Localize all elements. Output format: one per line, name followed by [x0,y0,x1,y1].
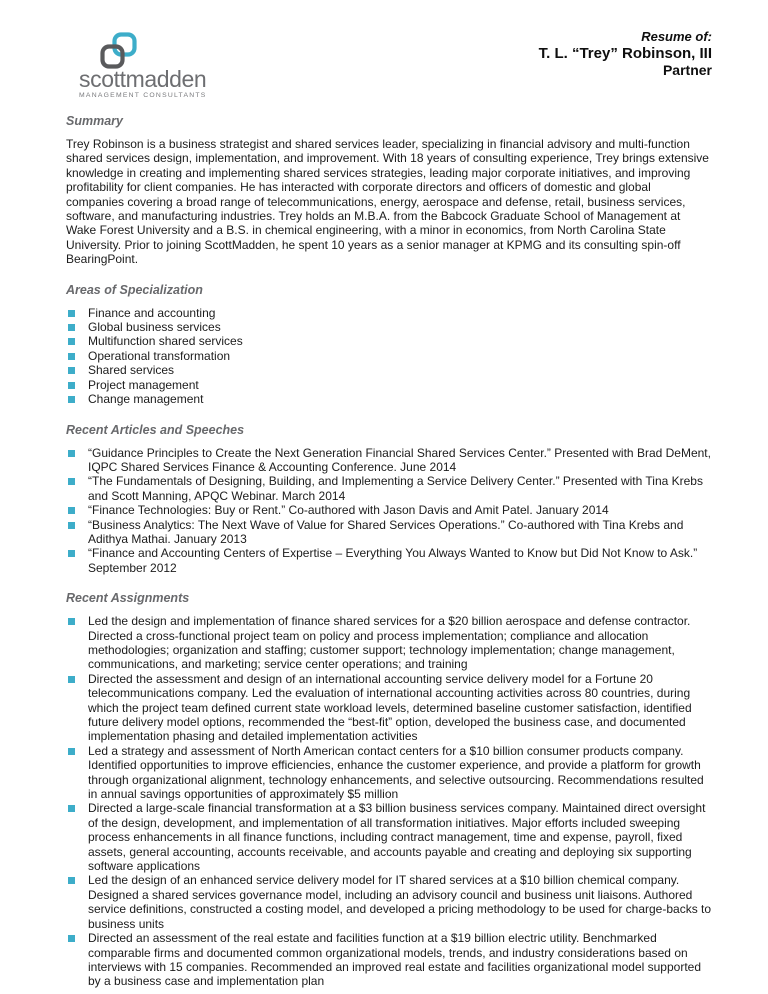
list-item [66,546,712,575]
square-bullet-icon [68,353,75,360]
resume-title-block [539,28,712,79]
list-item [66,503,712,517]
list-item [66,446,712,475]
list-item [66,378,712,392]
section-heading-areas: Areas of Specialization [66,282,203,297]
square-bullet-icon [68,618,75,625]
list-item-text: “Finance and Accounting Centers of Expertise – Everything You Always Wanted to Know but Did Not Know to Ask.” September 2012 [88,546,698,575]
document-header [66,28,712,100]
list-item-text: Led a strategy and assessment of North American contact centers for a $10 billion consumer products company. Identified opportunities to improve efficiencies, enhance the customer experience, and provide a platform for growth through organizational alignment, technology enhancements, and selective outsourcing. Recommendations resulted in annual savings opportunities of approximately $5 million [88,743,704,802]
list-item-text: “Finance Technologies: Buy or Rent.” Co-authored with Jason Davis and Amit Patel. January 2014 [88,503,609,518]
list-item [66,518,712,547]
list-item [66,931,712,989]
scottmadden-logo [79,28,209,100]
square-bullet-icon [68,676,75,683]
list-item-text: Operational transformation [88,348,231,363]
list-item-text: Multifunction shared services [88,334,243,349]
list-item [66,349,712,363]
square-bullet-icon [68,805,75,812]
square-bullet-icon [68,550,75,557]
square-bullet-icon [68,507,75,514]
list-item-text: Directed the assessment and design of an international accounting service delivery model for a Fortune 20 telecommunications company. Led the evaluation of international accounting activities across 80 countries, during which the project team defined current state workload levels, determined baseline customer satisfaction, identified future delivery model options, recommended the “best-fit” option, developed the business case, and documented implementation phasing and detailed implementation activities [88,671,692,744]
list-item-text: Finance and accounting [88,305,216,320]
list-item [66,363,712,377]
list-item-text: “Guidance Principles to Create the Next Generation Financial Shared Services Center.” Presented with Brad DeMent, IQPC Shared Services Finance & Accounting Conference. June 2014 [88,445,711,474]
section-heading-assignments: Recent Assignments [66,591,190,606]
section-heading-summary: Summary [66,114,123,128]
list-item [66,801,712,873]
list-item-text: Shared services [88,363,175,378]
square-bullet-icon [68,396,75,403]
square-bullet-icon [68,478,75,485]
list-item [66,306,712,320]
list-item-text: Directed a large-scale financial transformation at a $3 billion business services company. Maintained direct oversight of the design, development, and implementation of all transformation initiatives. Major efforts included sweeping process enhancements in all finance functions, including contract management, time and expense, payroll, fixed assets, general accounting, accounts receivable, and accounts payable and creating and deploying six supporting software applications [88,801,706,874]
list-item-text: Change management [88,392,204,407]
square-bullet-icon [68,522,75,529]
logo-tagline-text: MANAGEMENT CONSULTANTS [79,92,207,99]
square-bullet-icon [68,324,75,331]
list-item-text: “Business Analytics: The Next Wave of Value for Shared Services Operations.” Co-authored with Tina Krebs and Adithya Mathai. January 2013 [88,517,684,546]
list-item [66,474,712,503]
square-bullet-icon [68,382,75,389]
person-title: Partner [662,62,712,78]
logo-brand-text: scottmadden [79,66,207,92]
section-recent-assignments [66,591,712,989]
section-recent-articles [66,423,712,576]
person-name: T. L. “Trey” Robinson, III [538,45,712,62]
list-item-text: Directed an assessment of the real estate and facilities function at a $19 billion electric utility. Benchmarked comparable firms and documented common organizational models, trends, and industry considerations based on interviews with 15 companies. Recommended an improved real estate and facilities organizational model supported by a business case and implementation plan [88,931,701,989]
square-bullet-icon [68,367,75,374]
summary-paragraph: Trey Robinson is a business strategist and shared services leader, specializing in financial advisory and multi-function shared services design, implementation, and improvement. With 18 years of consulting experience, Trey brings extensive knowledge in creating and implementing shared services strategies, leading major corporate initiatives, and improving profitability for client companies. He has interacted with corporate directors and officers of domestic and global companies covering a broad range of telecommunications, energy, aerospace and defense, retail, business services, software, and manufacturing industries. Trey holds an M.B.A. from the Babcock Graduate School of Management at Wake Forest University and a B.S. in chemical engineering, with a minor in economics, from North Carolina State University. Prior to joining ScottMadden, he spent 10 years as a senior manager at KPMG and its consulting spin-off BearingPoint. [66,137,709,267]
list-item [66,672,712,744]
list-item-text: Led the design of an enhanced service delivery model for IT shared services at a $10 billion chemical company. Designed a shared services governance model, including an advisory council and business unit liaisons. Authored service definitions, constructed a costing model, and developed a pricing methodology to be used for charge-backs to business units [88,873,712,931]
list-item [66,334,712,348]
list-item-text: Project management [88,377,199,392]
list-item [66,392,712,406]
list-item [66,614,712,672]
areas-list [66,306,712,407]
square-bullet-icon [68,310,75,317]
square-bullet-icon [68,877,75,884]
list-item [66,320,712,334]
list-item [66,873,712,931]
section-heading-articles: Recent Articles and Speeches [66,422,245,437]
square-bullet-icon [68,338,75,345]
section-areas-of-specialization [66,283,712,407]
list-item-text: “The Fundamentals of Designing, Building, and Implementing a Service Delivery Center.” Presented with Tina Krebs and Scott Manning, APQC Webinar. March 2014 [88,474,703,503]
assignments-list [66,614,712,989]
articles-list [66,446,712,576]
list-item [66,744,712,802]
square-bullet-icon [68,935,75,942]
list-item-text: Led the design and implementation of finance shared services for a $20 billion aerospace and defense contractor. Directed a cross-functional project team on policy and process implementation; compliance and allocation methodologies; organization and staffing; customer support; technology implementation; change management, communications, and marketing; service center operations; and training [88,614,691,672]
square-bullet-icon [68,450,75,457]
resume-of-label: Resume of: [641,29,712,44]
square-bullet-icon [68,748,75,755]
section-summary [66,114,712,267]
scottmadden-logo-mark-icon [100,32,137,69]
list-item-text: Global business services [88,320,221,335]
